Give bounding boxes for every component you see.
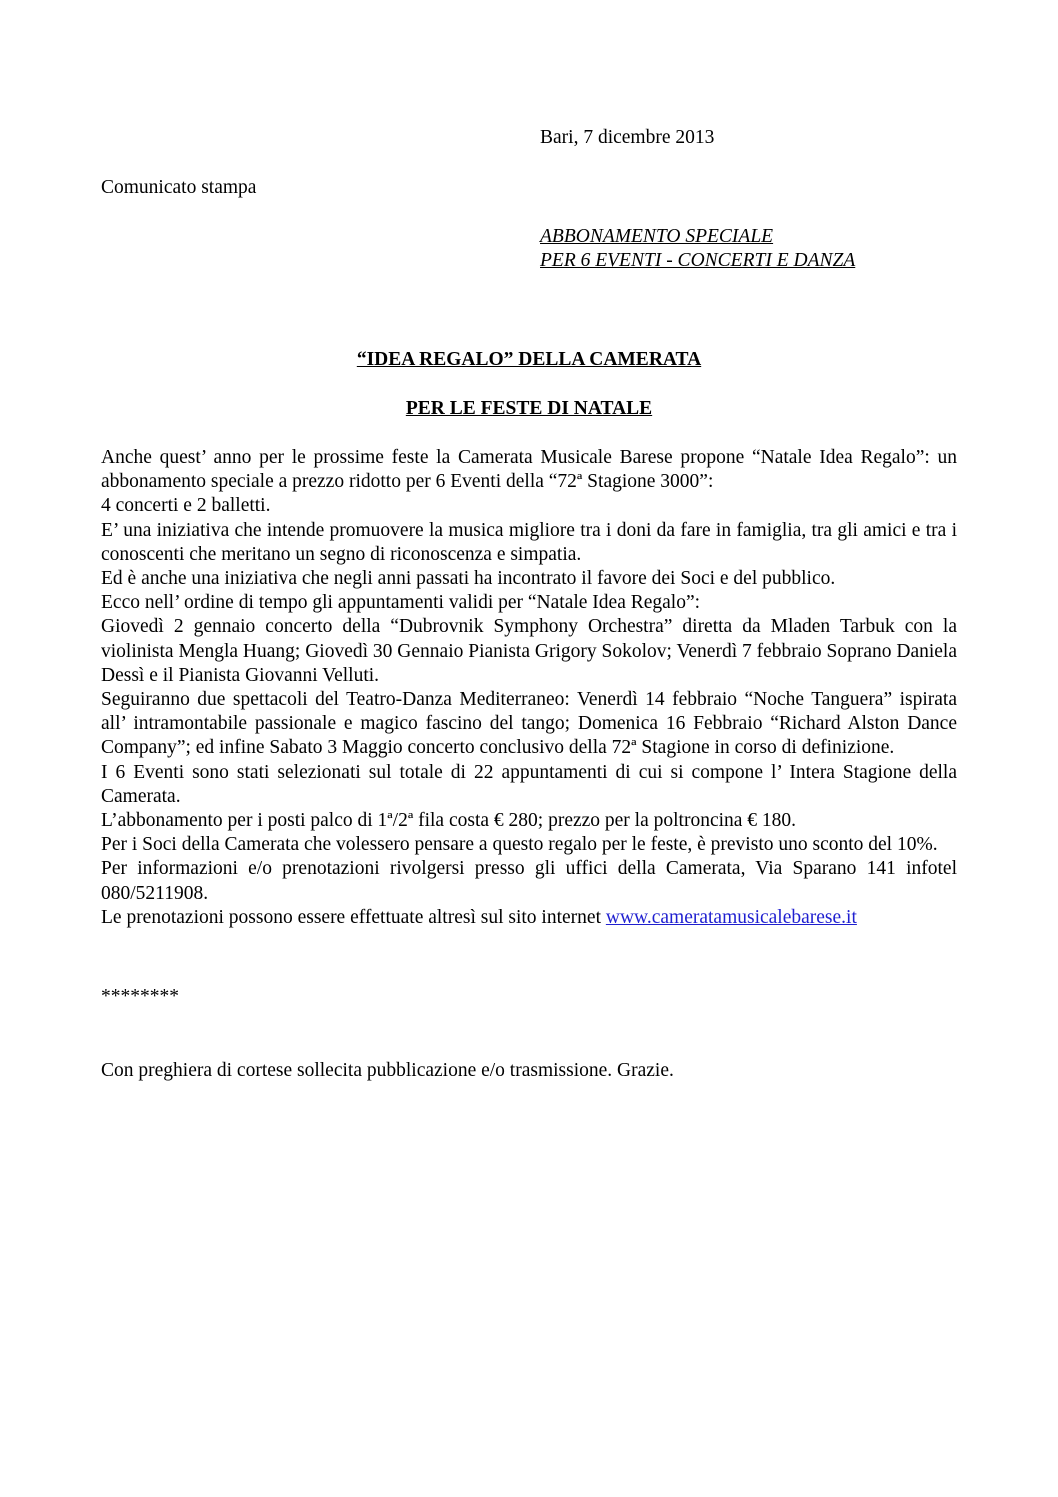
paragraph-success: Ed è anche una iniziativa che negli anni passati ha incontrato il favore dei Soci e del pubblico. [101, 568, 836, 590]
body-text [101, 446, 957, 930]
closing-line: Con preghiera di cortese sollecita pubblicazione e/o trasmissione. Grazie. [101, 1060, 674, 1081]
paragraph-intro-detail: 4 concerti e 2 balletti. [101, 495, 271, 517]
subject-line-2: PER 6 EVENTI - CONCERTI E DANZA [540, 250, 856, 271]
document-date: Bari, 7 dicembre 2013 [540, 127, 715, 148]
subject-line-1: ABBONAMENTO SPECIALE [540, 226, 774, 247]
paragraph-info: Per informazioni e/o prenotazioni rivolgersi presso gli uffici della Camerata, Via Sparano 141 infotel 080/5211908. [101, 858, 957, 904]
website-link[interactable]: www.cameratamusicalebarese.it [605, 906, 857, 928]
sub-title: PER LE FESTE DI NATALE [405, 398, 653, 419]
paragraph-discount: Per i Soci della Camerata che volessero pensare a questo regalo per le feste, è previsto uno sconto del 10%. [101, 834, 938, 856]
paragraph-booking [101, 906, 957, 930]
main-title: “IDEA REGALO” DELLA CAMERATA [356, 349, 702, 370]
paragraph-intro: Anche quest’ anno per le prossime feste la Camerata Musicale Barese propone “Natale Idea Regalo”: un abbonamento speciale a prezzo ridotto per 6 Eventi della “72ª Stagione 3000”: [101, 447, 957, 493]
paragraph-concerts: Giovedì 2 gennaio concerto della “Dubrovnik Symphony Orchestra” diretta da Mladen Tarbuk con la violinista Mengla Huang; Giovedì 30 Gennaio Pianista Grigory Sokolov; Venerdì 7 febbraio Soprano Daniela Dessì e il Pianista Giovanni Velluti. [101, 616, 957, 686]
document-type: Comunicato stampa [101, 177, 257, 198]
paragraph-purpose: E’ una iniziativa che intende promuovere la musica migliore tra i doni da fare in famiglia, tra gli amici e tra i conoscenti che meritano un segno di riconoscenza e simpatia. [101, 519, 957, 565]
paragraph-dance: Seguiranno due spettacoli del Teatro-Danza Mediterraneo: Venerdì 14 febbraio “Noche Tanguera” ispirata all’ intramontabile passionale e magico fascino del tango; Domenica 16 Febbraio “Richard Alston Dance Company”; ed infine Sabato 3 Maggio concerto conclusivo della 72ª Stagione in corso di definizione. [101, 689, 957, 759]
paragraph-selection: I 6 Eventi sono stati selezionati sul totale di 22 appuntamenti di cui si compone l’ Intera Stagione della Camerata. [101, 761, 957, 807]
booking-text: Le prenotazioni possono essere effettuate altresì sul sito internet [101, 906, 606, 928]
paragraph-prices: L’abbonamento per i posti palco di 1ª/2ª fila costa € 280; prezzo per la poltroncina € 180. [101, 810, 797, 832]
paragraph-schedule-intro: Ecco nell’ ordine di tempo gli appuntamenti validi per “Natale Idea Regalo”: [101, 592, 701, 614]
subject-block [540, 225, 855, 273]
separator: ******** [101, 986, 179, 1007]
